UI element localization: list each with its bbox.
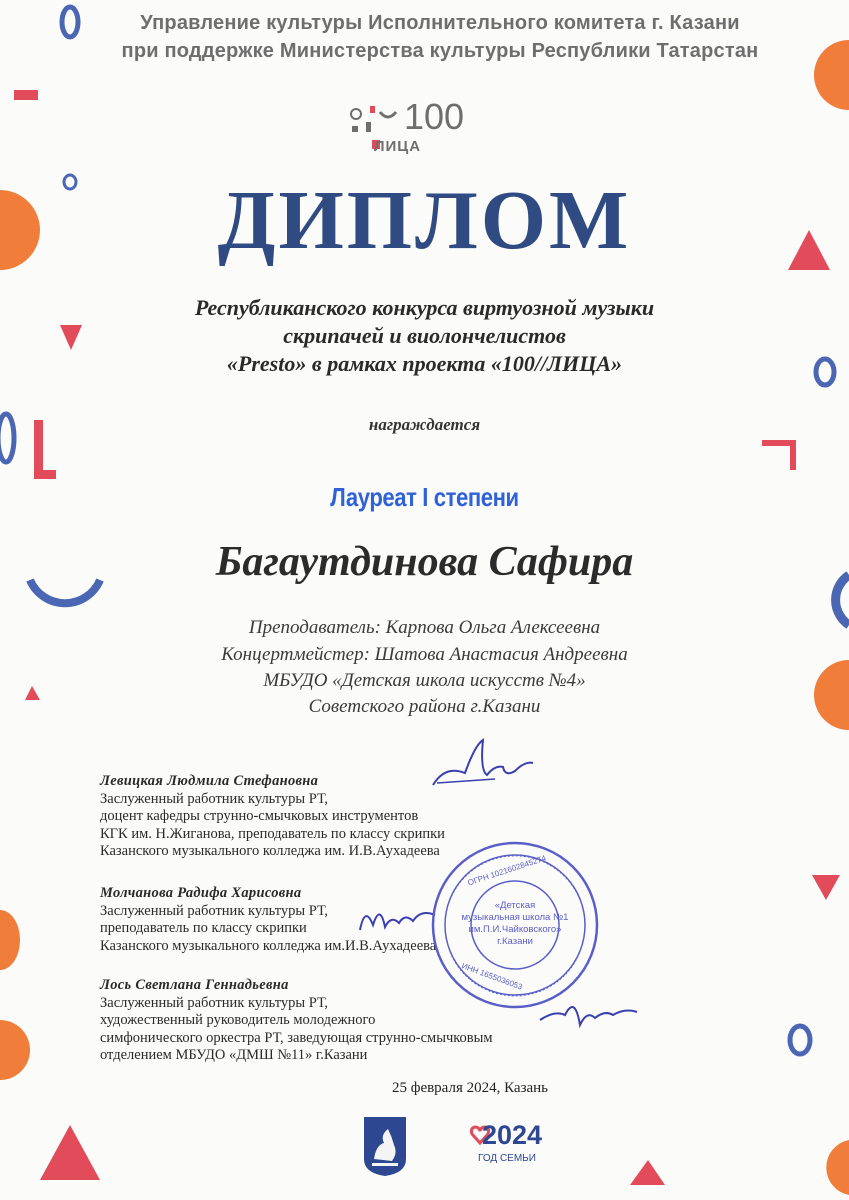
half-disc-shape <box>826 1140 849 1195</box>
year-of-family-logo <box>470 1118 543 1168</box>
jury-title-line: художественный руководитель молодежного <box>100 1012 376 1028</box>
stamp-text-2: музыкальная школа №1 <box>461 912 569 923</box>
jury-title-line: преподаватель по классу скрипки <box>100 920 307 936</box>
stamp-inn: ИНН 1655036053 <box>460 961 524 992</box>
logo-number: 100 <box>404 96 465 137</box>
jury-name: Левицкая Людмила Стефановна <box>100 773 319 789</box>
ring-shape <box>62 7 78 37</box>
jury-title-line: Казанского музыкального колледжа им.И.В.Аухадеева <box>100 937 437 954</box>
awarded-label: награждается <box>368 415 481 434</box>
stamp-text-3: им.П.И.Чайковского» <box>468 924 562 935</box>
district-line: Советского района г.Казани <box>308 696 541 717</box>
project-logo <box>348 96 478 160</box>
accompanist-line: Концертмейстер: Шатова Анастасия Андреевна <box>221 644 628 665</box>
bar-shape <box>790 445 796 470</box>
jury-title-line: отделением МБУДО «ДМШ №11» г.Казани <box>100 1047 368 1063</box>
winner-name: Багаутдинова Сафира <box>215 539 634 585</box>
contest-line-1: Республиканского конкурса виртуозной музыки <box>194 295 655 320</box>
ring-shape <box>790 1026 810 1054</box>
header-line-2: при поддержке Министерства культуры Республики Татарстан <box>121 40 759 62</box>
jury-title-line: Казанского музыкального колледжа им. И.В.Аухадеева <box>100 843 440 859</box>
jury-name: Молчанова Радифа Харисовна <box>100 885 302 901</box>
bar-shape <box>762 440 796 446</box>
jury-member-1 <box>100 773 445 861</box>
jury-title-line: Заслуженный работник культуры РТ, <box>100 902 329 919</box>
header-line-1: Управление культуры Исполнительного комитета г. Казани <box>140 12 740 34</box>
triangle-shape <box>40 1125 100 1180</box>
jury-title-line: симфонического оркестра РТ, заведующая струнно-смычковым <box>100 1029 493 1046</box>
jury-title-line: Заслуженный работник культуры РТ, <box>100 790 329 807</box>
bar-shape <box>34 470 56 479</box>
triangle-shape <box>630 1160 665 1185</box>
jury-title-line: КГК им. Н.Жиганова, преподаватель по классу скрипки <box>100 825 445 842</box>
jury-name: Лось Светлана Геннадьевна <box>100 977 289 993</box>
stamp-text-4: г.Казани <box>497 936 533 947</box>
jury-title-line: Заслуженный работник культуры РТ, <box>100 994 329 1011</box>
teacher-line: Преподаватель: Карпова Ольга Алексеевна <box>248 617 601 638</box>
signature-1 <box>425 735 545 795</box>
laureate-title: Лауреат I степени <box>330 482 519 512</box>
school-line: МБУДО «Детская школа искусств №4» <box>263 670 586 691</box>
jury-title-line: доцент кафедры струнно-смычковых инструментов <box>100 808 419 824</box>
contest-line-3: «Presto» в рамках проекта «100//ЛИЦА» <box>226 351 623 376</box>
contest-line-2: скрипачей и виолончелистов <box>283 323 566 348</box>
half-disc-shape <box>814 40 849 110</box>
logo-word: ЛИЦА <box>374 138 422 155</box>
year-number: 2024 <box>482 1120 543 1150</box>
stamp-ogrn: ОГРН 1021602845274 <box>466 853 548 888</box>
half-disc-shape <box>0 910 20 970</box>
half-disc-shape <box>0 1020 30 1080</box>
bar-shape <box>14 90 38 100</box>
kazan-crest-icon <box>362 1115 408 1177</box>
official-stamp <box>430 840 600 1010</box>
document-title: ДИПЛОМ <box>217 174 632 267</box>
year-caption: ГОД СЕМЬИ <box>478 1153 536 1164</box>
issue-date: 25 февраля 2024, Казань <box>391 1080 549 1096</box>
triangle-shape <box>812 875 840 900</box>
stamp-text-1: «Детская <box>494 900 536 911</box>
